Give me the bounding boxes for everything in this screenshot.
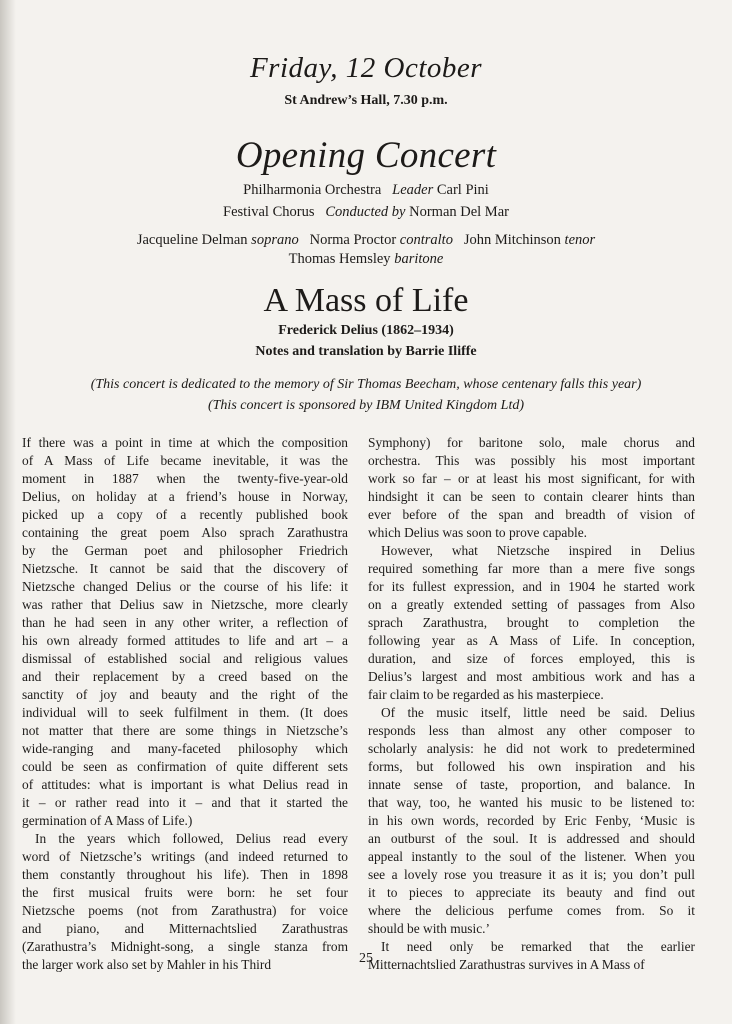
body-text-line: it – or rather read into it – and that it started the [22,795,348,810]
conductor-role: Conducted by [325,204,406,220]
chorus-name: Festival Chorus [223,204,315,220]
body-text-line: individual will to seek fulfilment in them. (It does [22,705,348,720]
body-text-line: germination of A Mass of Life.) [22,813,193,828]
credit-chorus-line [0,204,732,221]
body-text-line: for its fullest expression, and in 1904 he started work [368,579,695,594]
body-text-line: which Delius was soon to prove capable. [368,525,588,540]
conductor-name: Norman Del Mar [409,204,509,220]
body-text-line: word of Nietzsche’s writings (and indeed returned to [22,849,348,864]
body-text-line: In the years which followed, Delius read every [35,831,348,846]
body-text-line: should be with music.’ [368,921,490,936]
body-text-line: dismissal of established social and religious values [22,651,348,666]
body-text-line: in his own words, recorded by Eric Fenby, ‘Music is [368,813,695,828]
body-text-line: Nietzsche changed Delius or the course of his life: it [22,579,348,594]
credit-orchestra-line [0,182,732,199]
soloist-voice: soprano [251,232,299,248]
body-text-line: forms, but followed his own inspiration and his [368,759,695,774]
body-text-line: Delius, on holiday at a friend’s house in Norway, [22,489,348,504]
body-text-line: Of the music itself, little need be said. Delius [381,705,695,720]
body-text-line: picked up a copy of a recently published book [22,507,348,522]
body-text-line: It need only be remarked that the earlier [381,939,695,954]
body-text-line: fair claim to be regarded as his masterpiece. [368,687,604,702]
body-text-line: Mitternachtslied Zarathustras survives in A Mass of [368,957,645,972]
body-text-line: on a greatly extended setting of passages from Also [368,597,695,612]
body-text-line: Nietzsche. It cannot be said that the discovery of [22,561,348,576]
leader-name: Carl Pini [436,182,489,198]
concert-title: Opening Concert [235,135,497,176]
body-text-line: the larger work also set by Mahler in his Third [22,957,272,972]
sponsor-note: (This concert is sponsored by IBM United Kingdom Ltd) [207,398,524,413]
body-text-line: hindsight it can be seen to contain clearer hints than [368,489,695,504]
body-text-line: his own already formed attitudes to life and art – a [22,633,348,648]
orchestra-name: Philharmonia Orchestra [243,182,382,198]
body-text-line: containing the great poem Also sprach Zarathustra [22,525,348,540]
soloist-voice: contralto [399,232,453,248]
page-number: 25 [359,951,373,966]
body-text-line: could be seen as confirmation of quite different sets [22,759,348,774]
body-text-line: it to pieces to appreciate its beauty and find out [368,885,695,900]
body-text-line: sprach Zarathustra, brought to completion the [368,615,695,630]
body-text-line: an outburst of the soul. It is addressed and should [368,831,695,846]
soloist-name: John Mitchinson [463,232,561,248]
body-text-line: responds less than almost any other composer to [368,723,695,738]
body-column-right [368,434,695,974]
body-text-line: moment in 1887 when the twenty-five-year-old [22,471,348,486]
soloist-name: Thomas Hemsley [288,251,391,267]
concert-date: Friday, 12 October [249,52,483,84]
body-text-line: see a lovely rose you treasure it as it is; you don’t pull [368,867,695,882]
body-text-line: Nietzsche poems (not from Zarathustra) for voice [22,903,348,918]
body-text-line: was rather that Delius saw in Nietzsche, more clearly [22,597,348,612]
notes-credit: Notes and translation by Barrie Iliffe [255,344,477,359]
body-text-line: than he had seen in any other writer, a reflection of [22,615,348,630]
body-text-line: appeal instantly to the soul of the listener. When you [368,849,695,864]
soloist-name: Jacqueline Delman [136,232,248,248]
body-text-line: orchestra. This was possibly his most important [368,453,695,468]
body-text-line: required something far more than a mere five songs [368,561,695,576]
body-text-line: (Zarathustra’s Midnight-song, a single stanza from [22,939,348,954]
body-column-left [22,434,348,974]
soloist-voice: tenor [564,232,596,248]
body-text-line: them constantly throughout his life). Then in 1898 [22,867,348,882]
body-text-line: and piano, and Mitternachtslied Zarathustras [22,921,348,936]
body-text-line: duration, and size of forces employed, this is [368,651,695,666]
body-text-line: If there was a point in time at which the composition [22,435,348,450]
body-text-line: the first musical fruits were born: he set four [22,885,348,900]
body-text-line: that way, too, he wanted his music to be listened to: [368,795,695,810]
leader-role: Leader [392,182,434,198]
credit-soloists-line [0,232,732,249]
body-text-line: and their replacement by a creed based on the [22,669,348,684]
body-text-line: sanctity of joy and beauty and the right of the [22,687,348,702]
body-text-line: scholarly analysis: he did not work to predetermined [368,741,695,756]
composer-credit: Frederick Delius (1862–1934) [278,323,454,338]
work-title: A Mass of Life [263,282,469,319]
body-text-line: where the delicious perfume comes from. So it [368,903,695,918]
body-text-line: of A Mass of Life became inevitable, it was the [22,453,348,468]
dedication-note: (This concert is dedicated to the memory of Sir Thomas Beecham, whose centenary falls this year) [90,377,642,392]
body-text-line: Symphony) for baritone solo, male chorus and [368,435,695,450]
body-text-line: by the German poet and philosopher Friedrich [22,543,348,558]
concert-venue: St Andrew’s Hall, 7.30 p.m. [284,93,448,108]
soloist-voice: baritone [394,251,444,267]
body-text-line: following year as A Mass of Life. In conception, [368,633,695,648]
body-text-line: ever before of the span and breadth of vision of [368,507,695,522]
body-text-line: innate sense of taste, proportion, and balance. In [368,777,695,792]
body-text-line: of attitudes: what is important is what Delius read in [22,777,348,792]
body-text-line: Delius’s largest and most ambitious work and has a [368,669,695,684]
body-text-line: work so far – or at least his most significant, for with [368,471,695,486]
body-text-line: However, what Nietzsche inspired in Delius [381,543,695,558]
body-text-line: not matter that there are some things in Nietzsche’s [22,723,348,738]
soloist-name: Norma Proctor [309,232,397,248]
credit-baritone-line [0,251,732,268]
body-text-line: wide-ranging and many-faceted philosophy which [22,741,348,756]
